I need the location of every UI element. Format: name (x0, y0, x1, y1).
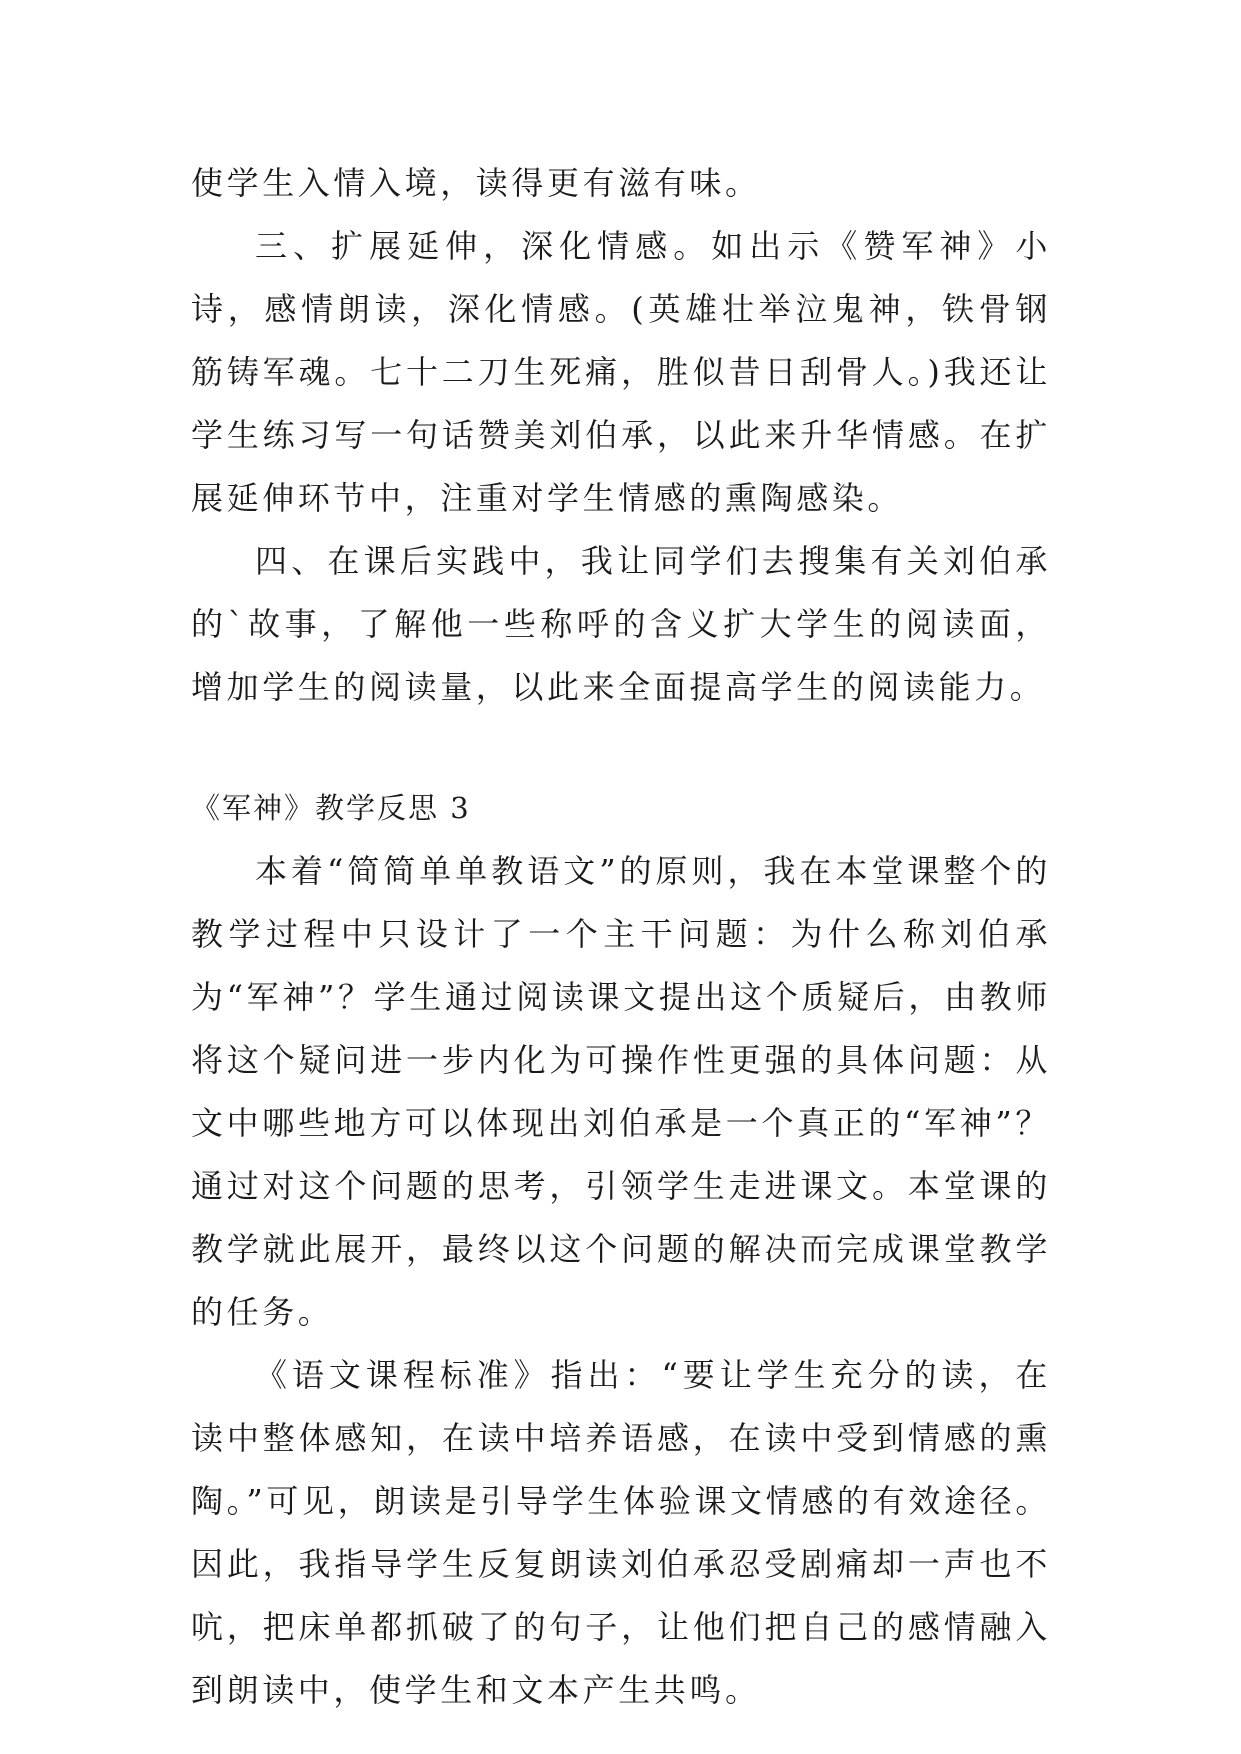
paragraph-principle: 本着“简简单单教语文”的原则，我在本堂课整个的教学过程中只设计了一个主干问题：为什么称刘伯承为“军神”？学生通过阅读课文提出这个质疑后，由教师将这个疑问进一步内化为可操作性更强的具体问题：从文中哪些地方可以体现出刘伯承是一个真正的“军神”？通过对这个问题的思考，引领学生走进课文。本堂课的教学就此展开，最终以这个问题的解决而完成课堂教学的任务。 (191, 852, 1051, 1331)
section-title: 《军神》教学反思 3 (191, 791, 471, 825)
paragraph-extension: 三、扩展延伸，深化情感。如出示《赞军神》小诗，感情朗读，深化情感。(英雄壮举泣鬼神，铁骨钢筋铸军魂。七十二刀生死痛，胜似昔日刮骨人。)我还让学生练习写一句话赞美刘伯承，以此来升华情感。在扩展延伸环节中，注重对学生情感的熏陶感染。 (191, 227, 1051, 517)
document-body (191, 152, 1051, 1722)
paragraph-practice: 四、在课后实践中，我让同学们去搜集有关刘伯承的`故事，了解他一些称呼的含义扩大学生的阅读面，增加学生的阅读量，以此来全面提高学生的阅读能力。 (191, 542, 1051, 706)
paragraph-curriculum-standard: 《语文课程标准》指出：“要让学生充分的读，在读中整体感知，在读中培养语感，在读中受到情感的熏陶。”可见，朗读是引导学生体验课文情感的有效途径。因此，我指导学生反复朗读刘伯承忍受剧痛却一声也不吭，把床单都抓破了的句子，让他们把自己的感情融入到朗读中，使学生和文本产生共鸣。 (191, 1356, 1051, 1709)
paragraph-continuation: 使学生入情入境，读得更有滋有味。 (191, 164, 761, 202)
